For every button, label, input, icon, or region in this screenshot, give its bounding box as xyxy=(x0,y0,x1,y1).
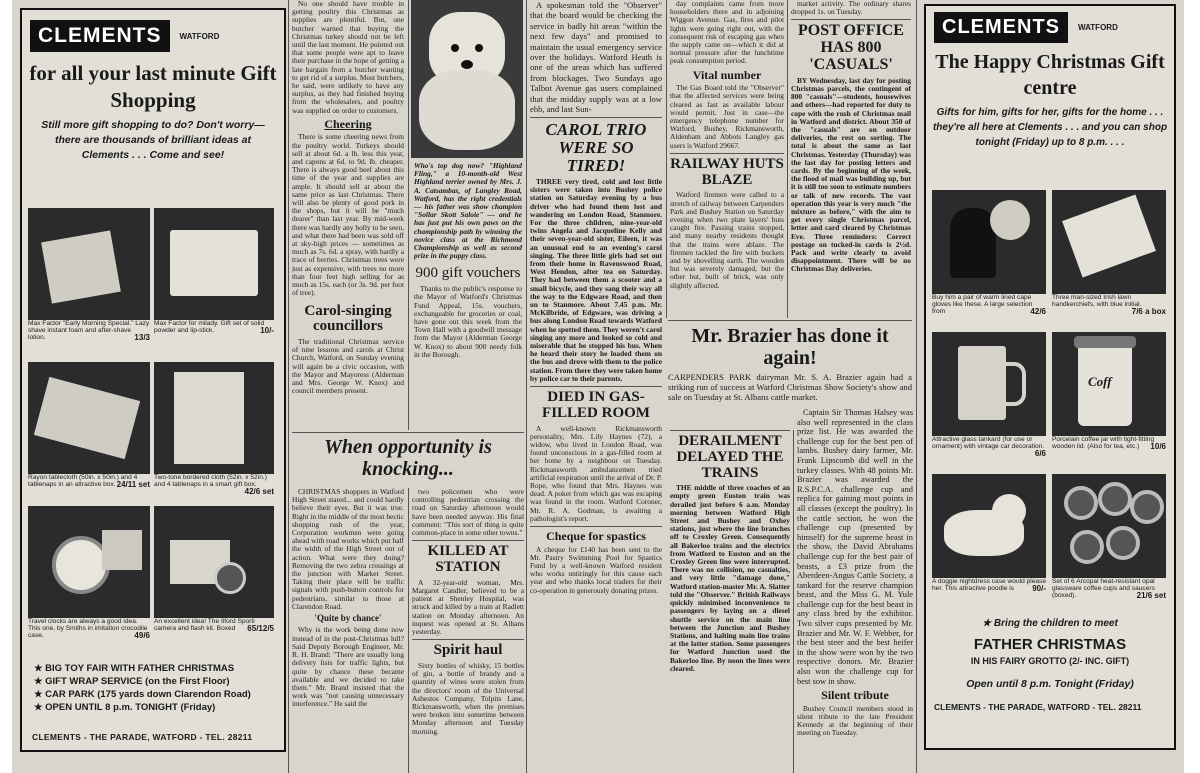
column-rule xyxy=(787,0,788,318)
silent-tribute-article: Bushey Council members stood in silent tribute to the late President Kennedy at the beginning of their meeting on Tuesday. xyxy=(797,703,913,738)
railway-article: Watford firemen were called to a stretch of railway between Carpenders Park and Bushey Station on Saturday evening when two plate layers' huts caught fire. Passing trains stopped, and many nearby residents thought that the trains were ablaze. The firemen tackled the fire with buckets and by shovelling earth. The wooden hut was severely damaged, but the other hut, built of brick, was only slightly affected. xyxy=(670,190,784,290)
clements-logo xyxy=(30,20,276,52)
product-caption: Max Factor "Early Morning Special." Lazy shave instant foam and after-shave lotion. 13/3 xyxy=(28,320,150,343)
ad-headline: The Happy Christmas Gift centre xyxy=(935,51,1165,99)
product-tankard xyxy=(932,332,1046,472)
bullet-opening: ★ OPEN UNTIL 8 p.m. TONIGHT (Friday) xyxy=(34,702,216,713)
brand-location: WATFORD xyxy=(1078,23,1118,32)
killed-heading: KILLED AT STATION xyxy=(412,540,524,576)
post-office-article: BY Wednesday, last day for posting Christmas parcels, the contingent of 800 "casuals"—students, housewives and others—had reported for duty to cope with the rush of Christmas mail in Watford and district. About 350 of the "casuals" are on outdoor deliveries, the rest on sorting. The total is about the same as last Christmas. Yesterday (Thursday) was the last day for posting letters and cards. By the beginning of the week, the flood of mail was building up, but it is still too soon to estimate numbers or talk of new records. The vast operation this year is very much "the mixture as before," with the aim to get every single Christmas parcel, letter and card cleared by Christmas Eve. Three reminders: Correct postage on tucked-in cards is 2½d. Pack and write clearly to avoid disappointment. There will be no Christmas Day deliveries. xyxy=(791,75,911,274)
opening-hours-line: Open until 8 p.m. Tonight (Friday) xyxy=(966,678,1134,690)
brand-name: CLEMENTS xyxy=(934,12,1068,43)
product-caption: Set of 6 Arcopal heat-resistant opal glassware coffee cups and saucers (boxed). 21/6 set xyxy=(1052,578,1166,601)
carol-trio-heading: CAROL TRIO WERE SO TIRED! xyxy=(530,117,662,175)
product-photo xyxy=(932,332,1046,436)
column-gas-railway xyxy=(670,0,784,318)
column-poultry xyxy=(292,0,404,430)
ad-bullet-list xyxy=(34,662,278,714)
product-photo xyxy=(154,208,274,320)
terrier-photo-caption: Who's top dog now? "Highland Fling," a 10-month-old West Highland terrier owned by Mrs. J. A. Catsambas, of Langley Road, Watford, has the right credentials — his father was show champion "Sollar Skott Saloie" — and he has just put his own paws on the championship path by winning the novice class at the Richmond Championship as well as second prize in the puppy class. xyxy=(414,162,522,261)
died-heading: DIED IN GAS-FILLED ROOM xyxy=(530,386,662,422)
column-carol-trio xyxy=(530,0,662,773)
quite-by-chance-article: Why is the work being done now instead of in the post-Christmas lull? Said Deputy Borough Engineer, Mr. R. H. Brand: "There are usually long delivery lists for traffic lights, but quite by chance these became available and we decided to take them." Mr. Brand insisted that the work was "not causing unnecessary interference." He said the xyxy=(292,625,404,709)
column-derailment xyxy=(670,430,790,773)
ad-headline: for all your last minute Gift Shopping xyxy=(29,61,277,112)
product-poodle-case xyxy=(932,474,1046,614)
product-photo xyxy=(28,506,150,618)
page-edge-left xyxy=(0,0,12,773)
vital-number-article: The Gas Board told the "Observer" that the affected services were being cleared as fast as available labour would permit. Just in case—the emergency telephone number for Watford, Bushey, Rickmansworth, Aldenham and Abbots Langley gas users is Watford 29667. xyxy=(670,83,784,150)
ad-footer: CLEMENTS - THE PARADE, WATFORD - TEL. 28211 xyxy=(934,702,1142,712)
product-price: 49/6 xyxy=(134,631,150,641)
product-price: 10/6 xyxy=(1150,442,1166,452)
product-photo xyxy=(154,506,274,618)
product-photo xyxy=(1052,332,1166,436)
product-camera-kit xyxy=(154,506,274,656)
product-photo xyxy=(28,208,150,320)
killed-article: A 32-year-old woman, Mrs. Margaret Candler, believed to be a patient at Shenley Hospital, was struck and killed by a train at Radlett station on Monday afternoon. An inquest was opened at St. Albans yesterday. xyxy=(412,577,524,636)
bullet-gift-wrap: ★ GIFT WRAP SERVICE (on the First Floor) xyxy=(34,676,230,687)
vital-number-heading: Vital number xyxy=(692,67,762,82)
opportunity-continued: two policemen who were controlling pedestrian crossing the road on Saturday afternoon would have been needed anyway. His final comment: "This sort of thing is quite common-place in some other towns." xyxy=(412,488,524,538)
carol-singing-article: The traditional Christmas service of nine lessons and carols at Christ Church, Watford, on Sunday evening will again be a civic occasion, with the Mayor and Mayoress (Alderman and Mrs. George W. Knox) and council members present. xyxy=(292,337,404,396)
vouchers-heading: 900 gift vouchers xyxy=(415,265,521,282)
gas-complaints-article: day complaints came from more householders there and in adjoining Wiggon Avenue. Gas, fires and pilot lights were going right out, with the consequent risk of escaping gas when the supply came on—which it did at normal pressure after the lunchtime peak consumption period. xyxy=(670,0,784,66)
product-coffee-cups xyxy=(1052,474,1166,614)
brazier-story xyxy=(668,320,912,422)
clements-ad-left xyxy=(20,8,286,752)
brazier-article: Captain Sir Thomas Halsey was also well represented in the class prize list. He was awarded the challenge cup for the best pen of lambs. Bushey dairy farmer, Mr. Frank Lipscomb did well in the turkey classes. With 48 points Mr. Brazier was awarded the R.S.P.C.A. challenge cup and replica for gaining most points in all classes (except the poultry). In the cattle section, he won the challenge cup (presented by himself) for the supreme beast in the show, the David Abrahams challenge cup for the best pair of beasts, a £3 prize from the Aberdeen-Angus Cattle Society, a tankard for the reserve champion beast, and the Miss G. M. Yule challenge cup for the best beast in any class bred by the exhibitor. Two silver cups presented by Mr. Brazier and Mr. W. F. Webber, for the best steer and the best heifer in the show were won by the two respective donors. Mr. Brazier also won the challenge cup for best sow in show. xyxy=(797,408,913,686)
father-christmas-line: FATHER CHRISTMAS xyxy=(973,636,1127,653)
column-rule xyxy=(408,0,409,430)
column-opportunity-2 xyxy=(412,488,524,773)
product-price: 42/6 xyxy=(1030,307,1046,317)
product-caption: An excellent idea! The Ilford Sporti camera and flash kit. Boxed 65/12/5 xyxy=(154,618,274,634)
product-caption: Rayon tablecloth (50in. x 50in.) and 4 tablenaps in an attractive box. 24/11 set xyxy=(28,474,150,490)
product-photo xyxy=(28,362,150,474)
product-caption: Three man-sized Irish lawn handkerchiefs, with blue initial. 7/6 a box xyxy=(1052,294,1166,317)
opportunity-story xyxy=(292,432,524,483)
product-travel-clock xyxy=(28,506,150,656)
column-opportunity-1 xyxy=(292,488,404,773)
post-office-heading: POST OFFICE HAS 800 'CASUALS' xyxy=(791,19,911,73)
column-post-office xyxy=(791,0,911,318)
clements-logo xyxy=(934,12,1166,43)
cheque-heading: Cheque for spastics xyxy=(530,526,662,543)
product-photo xyxy=(932,474,1046,578)
opportunity-article: CHRISTMAS shoppers in Watford High Street stared... and could hardly believe their eyes. But it was true. Right in the middle of the most hectic shopping rush of the year, Corporation workmen were going ahead with road works which put half the width of the High Street out of action. What were they doing? Removing the two zebra crossings at the junction with Market Street. Taking their place will be traffic signals with push-button controls for pedestrians, similar to those at Clarendon Road. xyxy=(292,488,404,611)
bullet-car-park: ★ CAR PARK (175 yards down Clarendon Road) xyxy=(34,689,251,700)
product-caption: Two-tone bordered cloth (52in. x 52in.) and 4 tablenaps in a smart gift box. 42/6 set xyxy=(154,474,274,497)
product-price: 13/3 xyxy=(134,333,150,343)
product-price: 42/6 set xyxy=(244,487,274,497)
column-rule xyxy=(666,0,667,318)
gas-spokesman-article: A spokesman told the "Observer" that the board would be checking the service in badly hit areas "within the next few days" and promised to maintain the usual emergency service over the holidays. Watford Heath is one of the areas which has suffered from blockages. Two Sundays ago Talbot Avenue gas users complained that the midday supply was at a low ebb, and last Sun- xyxy=(530,0,662,115)
brazier-heading: Mr. Brazier has done it again! xyxy=(691,325,889,369)
product-caption: Porcelain coffee jar with tight-fitting wooden lid. (Also for tea, etc.) 10/6 xyxy=(1052,436,1166,452)
column-rule xyxy=(916,0,917,773)
product-price: 24/11 set xyxy=(116,480,150,490)
brazier-lede: CARPENDERS PARK dairyman Mr. S. A. Brazier again had a striking run of success at Watford Christmas Show Society's show and sale on Tuesday at St. Albans cattle market. xyxy=(668,372,912,402)
product-photo xyxy=(154,362,274,474)
column-rule xyxy=(526,0,527,773)
ad-intro: Still more gift shopping to do? Don't worry—there are thousands of brilliant ideas at Clements . . . Come and see! xyxy=(41,119,265,161)
product-coffee-jar xyxy=(1052,332,1166,472)
product-caption: Buy him a pair of warm lined cape gloves like these. A large selection from 42/6 xyxy=(932,294,1046,317)
poultry-article: No one should have trouble in getting poultry this Christmas as supplies are plentiful. But, one butcher warned that buying the Christmas turkey should not be left until the last moment. He pointed out that some people were apt to leave their purchase in the hope of getting a late bargain from a butcher wanting to get rid of a surplus. Most butchers, he said, were unlikely to have any surplus, as they had finished buying from the wholesalers, and poultry was supplied on order to customers. xyxy=(292,0,404,115)
product-price: 7/6 a box xyxy=(1131,307,1166,317)
product-caption: Attractive glass tankard (for use or ornament) with vintage car decoration. 6/6 xyxy=(932,436,1046,459)
derailment-heading: DERAILMENT DELAYED THE TRAINS xyxy=(676,433,784,481)
column-rule xyxy=(288,0,289,773)
product-handkerchiefs xyxy=(1052,190,1166,330)
ad-footer: CLEMENTS - THE PARADE, WATFORD - TEL. 28211 xyxy=(32,732,253,742)
product-caption: Travel clocks are always a good idea. This one, by Smiths in imitation crocodile case. 49/6 xyxy=(28,618,150,641)
spirit-haul-article: Sixty bottles of whisky, 15 bottles of gin, a bottle of brandy and a quantity of wines were stolen from the directors' room of the Universal Asbestos Company, Tolpits Lane, Rickmansworth, when the premises were broken into sometime between Monday afternoon and Tuesday morning. xyxy=(412,660,524,736)
bring-children-line: ★ Bring the children to meet xyxy=(982,618,1118,629)
spirit-haul-heading: Spirit haul xyxy=(412,639,524,659)
cheering-article: There is some cheering news from the poultry world. Turkeys should sell at about 6d. a lb. less this year, and capons at 6d. to 9d. lb. cheaper. There is always good beef about this time of the year and supplies are ample. It should sell at about the same price as last Christmas. There will also be plenty of good pork in the shops, but it will be "much dearer" than last year. By mid-week there was hardly any holly to be seen, and what there had been was sold off at sky-high prices — sometimes as much as 7s. 6d. a spray, with hardly a trace of berries. Christmas trees were just as expensive, with trees no more than four feet high selling for as much as 15s. each (or 3s. 9d. per foot of tree). xyxy=(292,132,404,298)
column-rule xyxy=(793,430,794,773)
product-caption: A doggie nightdress case would please her. This attractive poodle is 90/- xyxy=(932,578,1046,594)
quite-by-chance-heading: 'Quite by chance' xyxy=(314,613,382,624)
jar-label: Coff xyxy=(1088,374,1112,389)
product-gloves xyxy=(932,190,1046,330)
died-article: A well-known Rickmansworth personality, Mrs. Lily Haynes (72), a widow, who lived in London Road, was found unconscious in a gas-filled room at her home by a neighbour on Tuesday. Rickmansworth ambulancemen tried artificial respiration until the arrival of Dr. P. Rope, who found that Mrs. Haynes was dead. A poker from which gas was escaping was found in the room. Watford Coroner, Mr. R. A. Godman, is awaiting a pathologist's report. xyxy=(530,423,662,523)
railway-heading: RAILWAY HUTS BLAZE xyxy=(670,153,784,189)
opportunity-heading: When opportunity is knocking... xyxy=(324,436,492,480)
product-bordered-cloth xyxy=(154,362,274,504)
page-edge-right xyxy=(1184,0,1200,773)
silent-tribute-heading: Silent tribute xyxy=(821,688,889,703)
bullet-toy-fair: ★ BIG TOY FAIR WITH FATHER CHRISTMAS xyxy=(34,663,235,674)
market-article: market activity. The ordinary shares dropped 1s. on Tuesday. xyxy=(791,0,911,17)
column-brazier-cont xyxy=(797,408,913,773)
product-price: 65/12/5 xyxy=(247,624,274,634)
carol-singing-heading: Carol-singing councillors xyxy=(304,302,392,335)
product-shave-set xyxy=(28,208,150,358)
derailment-article: THE middle of three coaches of an empty green Euston train was derailed just before 6 a.m. Monday morning between Watford High Street and Bushey and Oxhey stations, just where the line branches off to Croxley Green. Consequently all Bakerloo trains and the electrics from Watford to Euston and on the Croxley Green line were interrupted. There was no collision, no casualties, and very little "damage done," Watford station-master Mr. A. Slatter told the "Observer." British Railways quickly minimised inconvenience to passengers by laying on a diesel shuttle service on the main line between the Junction and Bushey Stations, and halting main line trains at the latter station. Some passengers for Watford Junction used the Bakerloo line. By noon the lines were cleared. xyxy=(670,483,790,673)
cheering-heading: Cheering xyxy=(324,116,372,131)
carol-trio-article: THREE very tired, cold and lost little sisters were taken into Bushey police station on Saturday evening by a bus driver who had found them lost and wandering on London Road, Stanmore. For the three children, nine-year-old twins Angela and Jacqueline Kelly and their seven-year-old sister, Eileen, it was an unusual end to an evening's carol singing. The three little girls had set out from their home in Ravenswood Road, West Hendon, after tea on Saturday. They had between them a scooter and a small bicycle, and they sang their way all the way to the Edgware Road, and then on to Stanmore. About 7.45 p.m. Mr. McKilbride, of Edgware, was driving a bus along London Road towards Watford when he spotted them. They weren't carol singing any more and looked so cold and miserable that he stopped his bus. When he heard their story he loaded them on the bus and drove with them to the police station. From there they were taken home by police car to their parents. xyxy=(530,177,662,383)
product-price: 6/6 xyxy=(1034,449,1046,459)
product-caption: Max Factor for milady. Gift set of solid powder and lip-stick. 10/- xyxy=(154,320,274,336)
product-price: 90/- xyxy=(1032,584,1046,594)
vouchers-article: Thanks to the public's response to the Mayor of Watford's Christmas Fund Appeal, 15s. vouchers, exchangeable for groceries or coal, have gone out this week from the Town Hall with a goodwill message from the Mayor (Alderman George W. Knox) to about 900 needy folk in the Borough. xyxy=(414,284,522,359)
product-tablecloth xyxy=(28,362,150,504)
cheque-article: A cheque for £140 has been sent to the Mr. Pastry Swimming Pool for Spastics Fund by a well-known Watford resident who works untiringly for this cause each year and who thanks local traders for their co-operation in generously donating prizes. xyxy=(530,544,662,595)
clements-ad-right xyxy=(924,4,1176,750)
product-price: 21/6 set xyxy=(1136,591,1166,601)
product-photo xyxy=(1052,474,1166,578)
grotto-line: IN HIS FAIRY GROTTO (2/- INC. GIFT) xyxy=(970,656,1130,666)
product-powder-set xyxy=(154,208,274,358)
product-price: 10/- xyxy=(260,326,274,336)
column-rule xyxy=(408,488,409,773)
ad-intro: Gifts for him, gifts for her, gifts for the home . . . they're all here at Clements . . . and you can shop tonight (Friday) up to 8 p.m. . . . xyxy=(932,107,1168,148)
column-dog-vouchers xyxy=(414,162,522,430)
brand-name: CLEMENTS xyxy=(30,20,170,52)
brand-location: WATFORD xyxy=(179,31,220,41)
terrier-photo xyxy=(411,0,523,158)
product-photo xyxy=(932,190,1046,294)
product-photo xyxy=(1052,190,1166,294)
